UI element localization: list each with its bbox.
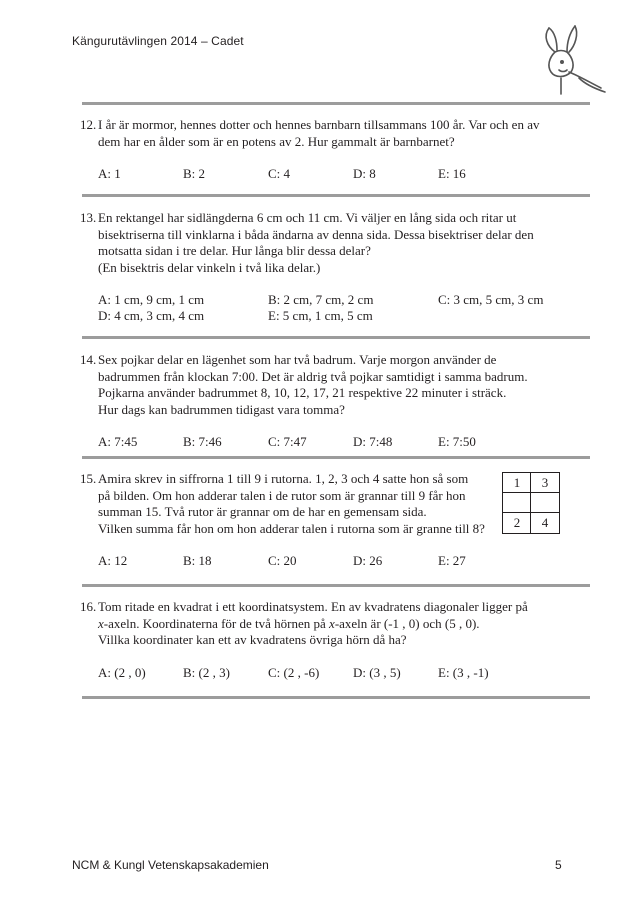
answer-e: E: 5 cm, 1 cm, 5 cm <box>268 308 373 323</box>
problem-13 <box>80 210 590 326</box>
problem-number: 15. <box>80 471 97 486</box>
problem-number: 13. <box>80 210 97 225</box>
grid-cell-top-left: 1 <box>513 475 521 490</box>
answer-a: A: 1 cm, 9 cm, 1 cm <box>98 292 205 307</box>
separator-rule <box>82 696 590 699</box>
answer-a: A: 7:45 <box>98 434 138 449</box>
problem-number: 14. <box>80 352 97 367</box>
problem-text: I år är mormor, hennes dotter och hennes barnbarn tillsammans 100 år. Var och en av <box>98 117 540 132</box>
answer-b: B: 2 <box>183 166 206 181</box>
problem-text: Sex pojkar delar en lägenhet som har två badrum. Varje morgon använder de <box>98 352 497 367</box>
answer-d: D: 4 cm, 3 cm, 4 cm <box>98 308 205 323</box>
variable-x: x <box>329 615 335 631</box>
page-header: Kängurutävlingen 2014 – Cadet <box>72 34 244 48</box>
answer-c: C: 20 <box>268 553 297 568</box>
answer-a: A: (2 , 0) <box>98 664 146 680</box>
problem-text-part: -axeln. Koordinaterna för de två hörnen på <box>103 615 330 631</box>
separator-rule <box>82 584 590 587</box>
answer-e: E: 7:50 <box>438 434 476 449</box>
page-number: 5 <box>555 858 562 872</box>
problem-number: 16. <box>80 599 97 614</box>
answer-d: D: 26 <box>353 553 383 568</box>
grid-cell-bottom-left: 2 <box>513 515 521 530</box>
number-grid-figure <box>502 472 560 534</box>
problem-14 <box>80 352 590 451</box>
answer-b: B: (2 , 3) <box>183 664 230 680</box>
problem-text: Hur dags kan badrummen tidigast vara tomma? <box>98 401 345 417</box>
answer-c: C: (2 , -6) <box>268 664 320 680</box>
problem-text: summan 15. Två rutor är grannar om de har en gemensam sida. <box>98 504 427 519</box>
grid-cell-bottom-right: 4 <box>541 515 549 530</box>
separator-rule <box>82 102 590 105</box>
problem-text: Tom ritade en kvadrat i ett koordinatsystem. En av kvadratens diagonaler ligger på <box>98 599 528 614</box>
answer-options <box>98 553 590 570</box>
problem-text: Amira skrev in siffrorna 1 till 9 i rutorna. 1, 2, 3 och 4 satte hon så som <box>98 471 469 486</box>
answer-d: D: 8 <box>353 166 376 181</box>
problem-number: 12. <box>80 117 97 132</box>
problem-16 <box>80 599 590 682</box>
separator-rule <box>82 194 590 197</box>
problem-text: En rektangel har sidlängderna 6 cm och 11 cm. Vi väljer en lång sida och ritar ut <box>98 210 517 225</box>
answer-d: D: (3 , 5) <box>353 664 401 680</box>
separator-rule <box>82 456 590 459</box>
footer-publisher: NCM & Kungl Vetenskapsakademien <box>72 858 269 872</box>
answer-b: B: 2 cm, 7 cm, 2 cm <box>268 292 374 307</box>
kangaroo-icon <box>535 22 607 96</box>
problem-text: Vilken summa får hon om hon adderar talen i rutorna som är granne till 8? <box>98 520 485 536</box>
answer-options <box>98 166 590 183</box>
problem-text: dem har en ålder som är en potens av 2. Hur gammalt är barnbarnet? <box>98 133 455 149</box>
problem-text: motsatta sidan i tre delar. Hur långa blir dessa delar? <box>98 243 371 258</box>
problem-text: badrummen från klockan 7:00. Det är aldrig två pojkar samtidigt i samma badrum. <box>98 368 528 384</box>
answer-options <box>98 292 590 326</box>
problem-text: bisektriserna till vinklarna i båda ändarna av denna sida. Dessa bisektriser delar den <box>98 226 534 242</box>
answer-options <box>98 665 590 682</box>
grid-cell-top-right: 3 <box>541 475 549 490</box>
answer-c: C: 4 <box>268 166 291 181</box>
answer-e: E: 16 <box>438 166 466 181</box>
answer-b: B: 7:46 <box>183 434 222 449</box>
answer-d: D: 7:48 <box>353 434 393 449</box>
variable-x: x <box>98 615 104 631</box>
answer-c: C: 7:47 <box>268 434 307 449</box>
problem-text: Villka koordinater kan ett av kvadratens övriga hörn då ha? <box>98 632 407 647</box>
problem-text: (En bisektris delar vinkeln i två lika delar.) <box>98 259 321 275</box>
separator-rule <box>82 336 590 339</box>
answer-c: C: 3 cm, 5 cm, 3 cm <box>438 292 544 307</box>
problem-text: Pojkarna använder badrummet 8, 10, 12, 17, 21 respektive 22 minuter i sträck. <box>98 385 507 400</box>
problem-12 <box>80 117 590 183</box>
answer-e: E: 27 <box>438 553 466 568</box>
problem-text: på bilden. Om hon adderar talen i de rutor som är grannar till 9 får hon <box>98 487 466 503</box>
problem-text <box>98 616 590 633</box>
answer-b: B: 18 <box>183 553 212 568</box>
problem-text-part: -axeln är (-1 , 0) och (5 , 0). <box>334 615 480 631</box>
answer-e: E: (3 , -1) <box>438 664 489 680</box>
answer-options <box>98 434 590 451</box>
answer-a: A: 12 <box>98 553 128 568</box>
answer-a: A: 1 <box>98 166 121 181</box>
